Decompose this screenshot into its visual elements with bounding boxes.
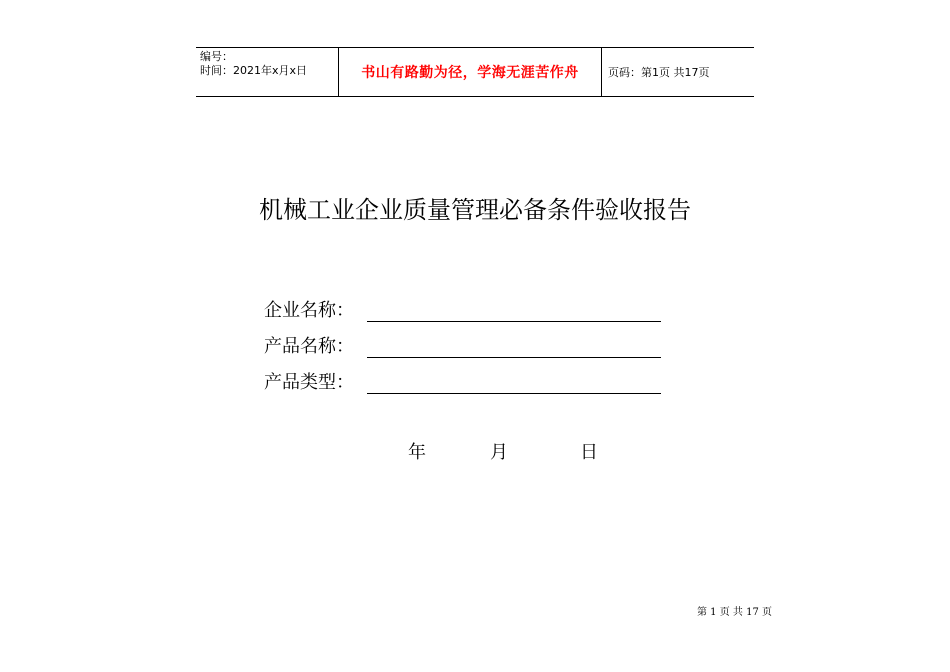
field-label: 产品类型： (264, 372, 354, 393)
field-label: 企业名称： (264, 300, 354, 321)
field-product-name (264, 332, 661, 358)
header-meta-cell (196, 48, 338, 96)
fill-in-line[interactable] (367, 373, 661, 394)
date-year: 年 (408, 442, 426, 463)
field-company-name (264, 296, 661, 322)
header-motto: 书山有路勤为径，学海无涯苦作舟 (338, 48, 602, 96)
document-header (196, 47, 754, 97)
fill-in-line[interactable] (367, 301, 661, 322)
field-label: 产品名称： (264, 336, 354, 357)
header-page-info: 页码：第1页 共17页 (608, 66, 710, 79)
date-day: 日 (580, 442, 598, 463)
date-month: 月 (490, 442, 508, 463)
fill-in-line[interactable] (367, 337, 661, 358)
time-label: 时间：2021年x月x日 (200, 64, 308, 77)
document-title: 机械工业企业质量管理必备条件验收报告 (259, 196, 691, 224)
number-label: 编号： (200, 50, 233, 63)
page-footer: 第 1 页 共 17 页 (697, 607, 772, 618)
field-product-type (264, 368, 661, 394)
